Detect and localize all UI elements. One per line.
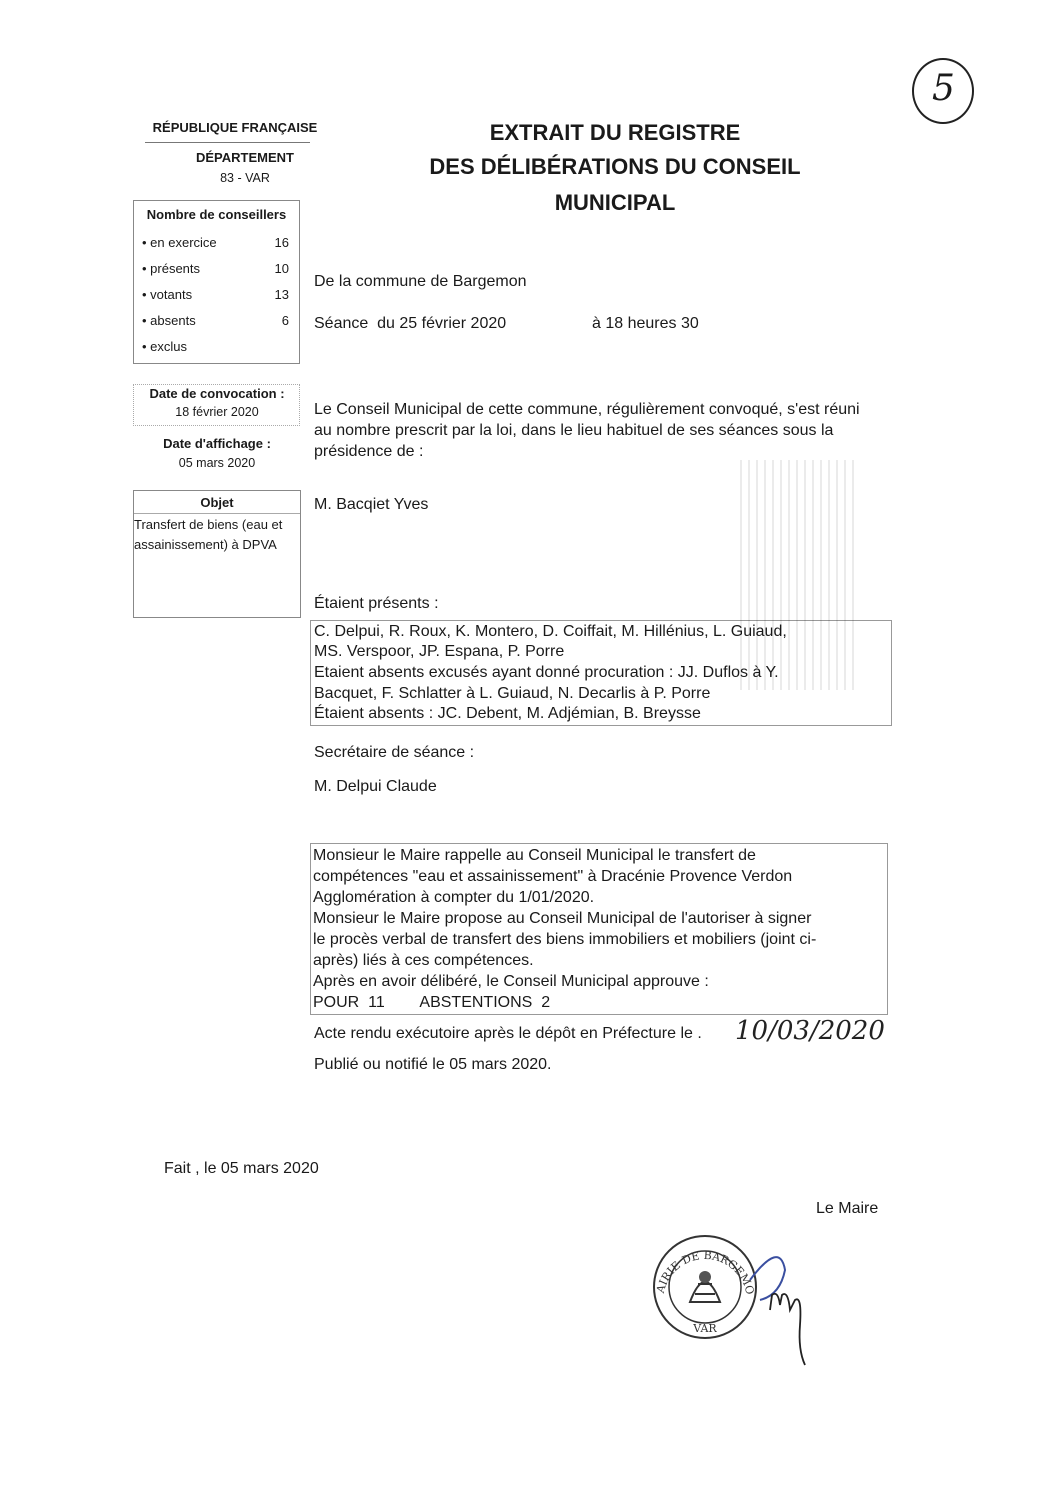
objet-text: Transfert de biens (eau et assainissement) à DPVA [134, 517, 283, 552]
departement-label: DÉPARTEMENT [196, 150, 294, 165]
seance-date: Séance du 25 février 2020 [314, 315, 507, 332]
presents-line: Bacquet, F. Schlatter à L. Guiaud, N. Decarlis à P. Porre [314, 685, 711, 702]
conseillers-row [142, 235, 289, 253]
deliberation-line: Monsieur le Maire rappelle au Conseil Municipal le transfert de [313, 847, 756, 864]
convocation-value: 18 février 2020 [175, 405, 259, 419]
mayor-signature [740, 1240, 840, 1370]
seance-heure: à 18 heures 30 [592, 315, 699, 332]
row-value: 10 [274, 261, 289, 276]
deliberation-line: Après en avoir délibéré, le Conseil Municipal approuve : [313, 973, 709, 990]
title-line-1: EXTRAIT DU REGISTRE [489, 120, 741, 145]
intro-paragraph: Le Conseil Municipal de cette commune, régulièrement convoqué, s'est réuni au nombre prescrit par la loi, dans le lieu habituel de ses séances sous la présidence de : [314, 401, 860, 460]
scan-artifact [740, 460, 860, 690]
deliberation-line: après) liés à ces compétences. [313, 952, 534, 969]
row-label: • présents [142, 261, 201, 276]
header-divider [145, 142, 310, 143]
presents-label: Étaient présents : [314, 595, 439, 612]
affichage-label: Date d'affichage : [163, 436, 271, 451]
objet-box [133, 490, 301, 618]
row-label: • votants [142, 287, 193, 302]
deliberation-line: POUR 11 ABSTENTIONS 2 [313, 994, 551, 1011]
page-number: 5 [932, 68, 955, 109]
title-line-2: DES DÉLIBÉRATIONS DU CONSEIL [429, 154, 801, 179]
presents-line: Etaient absents excusés ayant donné procuration : JJ. Duflos à Y. [314, 664, 779, 681]
conseillers-row [142, 287, 289, 305]
conseillers-row [142, 339, 289, 357]
row-label: • exclus [142, 339, 188, 354]
deliberation-line: Agglomération à compter du 1/01/2020. [313, 889, 595, 906]
row-value: 6 [281, 313, 289, 328]
le-maire: Le Maire [816, 1200, 879, 1217]
row-value: 13 [274, 287, 289, 302]
secretaire-label: Secrétaire de séance : [314, 744, 475, 761]
executoire-date-handwritten: 10/03/2020 [735, 1016, 885, 1046]
commune: De la commune de Bargemon [314, 273, 527, 290]
conseillers-row [142, 313, 289, 331]
conseillers-row [142, 261, 289, 279]
executoire: Acte rendu exécutoire après le dépôt en Préfecture le . [314, 1025, 702, 1042]
secretaire-value: M. Delpui Claude [314, 778, 437, 795]
convocation-label: Date de convocation : [149, 386, 285, 401]
fait-le: Fait , le 05 mars 2020 [164, 1160, 319, 1177]
page-number-circle [912, 58, 974, 124]
deliberation-line: compétences "eau et assainissement" à Dracénie Provence Verdon [313, 868, 793, 885]
stamp-text-bottom: VAR [693, 1322, 717, 1335]
departement-value: 83 - VAR [220, 171, 270, 185]
publie: Publié ou notifié le 05 mars 2020. [314, 1056, 552, 1073]
deliberation-line: le procès verbal de transfert des biens immobiliers et mobiliers (joint ci- [313, 931, 817, 948]
republique-francaise: RÉPUBLIQUE FRANÇAISE [152, 120, 318, 135]
objet-divider [134, 513, 300, 514]
deliberation-line: Monsieur le Maire propose au Conseil Municipal de l'autoriser à signer [313, 910, 812, 927]
deliberation-box [310, 843, 888, 1015]
conseillers-heading: Nombre de conseillers [146, 207, 287, 222]
row-label: • absents [142, 313, 196, 328]
presents-line: C. Delpui, R. Roux, K. Montero, D. Coiffait, M. Hillénius, L. Guiaud, [314, 623, 787, 640]
president: M. Bacqiet Yves [314, 496, 429, 513]
affichage-value: 05 mars 2020 [178, 456, 256, 470]
title-line-3: MUNICIPAL [554, 190, 676, 215]
conseillers-box [133, 200, 300, 364]
row-value: 16 [274, 235, 289, 250]
presents-line: Étaient absents : JC. Debent, M. Adjémian, B. Breysse [314, 705, 701, 722]
stamp-text-top: AIRIE DE BARGEMO [653, 1248, 757, 1296]
presents-line: MS. Verspoor, JP. Espana, P. Porre [314, 643, 565, 660]
objet-label: Objet [200, 495, 234, 510]
row-label: • en exercice [142, 235, 217, 250]
